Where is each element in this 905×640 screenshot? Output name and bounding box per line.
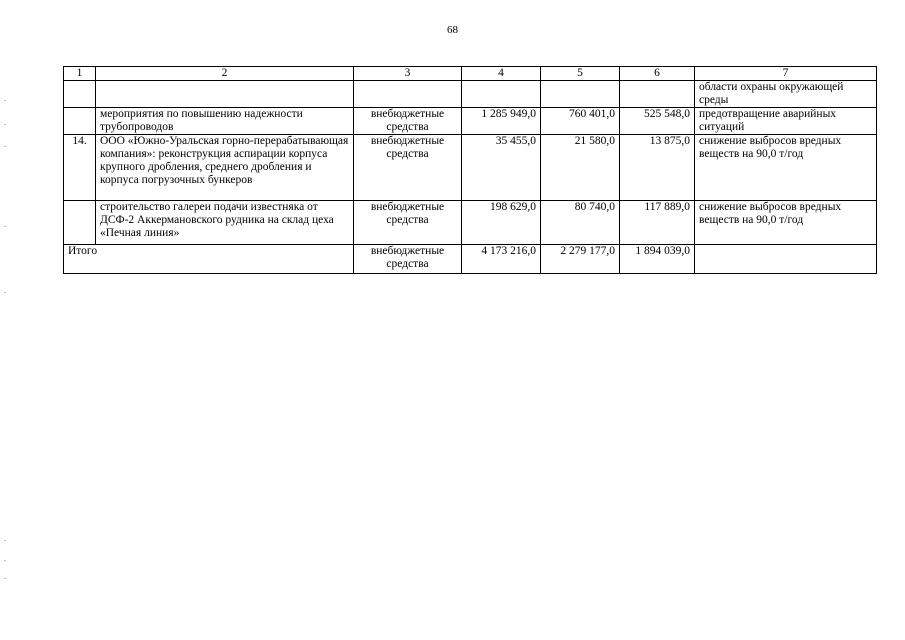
funding-source: внебюджетные средства xyxy=(354,108,462,135)
header-row xyxy=(64,67,877,81)
value-col4: 1 285 949,0 xyxy=(462,108,541,135)
scan-mark xyxy=(4,100,6,101)
scan-mark xyxy=(4,226,6,227)
value-col5: 21 580,0 xyxy=(541,135,620,201)
scan-mark xyxy=(4,124,6,125)
table-row xyxy=(64,108,877,135)
scan-mark xyxy=(4,578,6,579)
funding-source xyxy=(354,81,462,108)
value-col4: 35 455,0 xyxy=(462,135,541,201)
value-col5 xyxy=(541,81,620,108)
value-col5: 760 401,0 xyxy=(541,108,620,135)
scan-mark xyxy=(4,146,6,147)
header-cell: 1 xyxy=(64,67,96,81)
scan-mark xyxy=(4,292,6,293)
scan-mark xyxy=(4,560,6,561)
funding-source: внебюджетные средства xyxy=(354,135,462,201)
value-col6: 13 875,0 xyxy=(620,135,695,201)
effect-text: области охраны окружающей среды xyxy=(695,81,877,108)
header-cell: 3 xyxy=(354,67,462,81)
total-label: Итого xyxy=(64,245,354,274)
scan-mark xyxy=(4,540,6,541)
funding-source: внебюджетные средства xyxy=(354,201,462,245)
total-col5: 2 279 177,0 xyxy=(541,245,620,274)
row-number xyxy=(64,201,96,245)
value-col6 xyxy=(620,81,695,108)
header-cell: 6 xyxy=(620,67,695,81)
measure-name xyxy=(96,81,354,108)
row-number xyxy=(64,108,96,135)
row-number xyxy=(64,81,96,108)
measure-name: мероприятия по повышению надежности трубопроводов xyxy=(96,108,354,135)
table-row xyxy=(64,135,877,201)
value-col4: 198 629,0 xyxy=(462,201,541,245)
effect-text: снижение выбросов вредных веществ на 90,0 т/год xyxy=(695,135,877,201)
effect-text: предотвращение аварийных ситуаций xyxy=(695,108,877,135)
effect-text xyxy=(695,245,877,274)
value-col6: 117 889,0 xyxy=(620,201,695,245)
value-col6: 525 548,0 xyxy=(620,108,695,135)
page-number: 68 xyxy=(447,24,458,36)
total-col4: 4 173 216,0 xyxy=(462,245,541,274)
total-col6: 1 894 039,0 xyxy=(620,245,695,274)
header-cell: 5 xyxy=(541,67,620,81)
measure-name: ООО «Южно-Уральская горно-перерабатывающая компания»: реконструкция аспирации корпуса крупного дробления, среднего дробления и корпуса погрузочных бункеров xyxy=(96,135,354,201)
table-row xyxy=(64,81,877,108)
data-table xyxy=(63,66,877,274)
effect-text: снижение выбросов вредных веществ на 90,0 т/год xyxy=(695,201,877,245)
header-cell: 2 xyxy=(96,67,354,81)
total-row xyxy=(64,245,877,274)
funding-source: внебюджетные средства xyxy=(354,245,462,274)
header-cell: 4 xyxy=(462,67,541,81)
value-col4 xyxy=(462,81,541,108)
measure-name: строительство галереи подачи известняка от ДСФ-2 Аккермановского рудника на склад цеха «Печная линия» xyxy=(96,201,354,245)
table-row xyxy=(64,201,877,245)
header-cell: 7 xyxy=(695,67,877,81)
row-number: 14. xyxy=(64,135,96,201)
value-col5: 80 740,0 xyxy=(541,201,620,245)
